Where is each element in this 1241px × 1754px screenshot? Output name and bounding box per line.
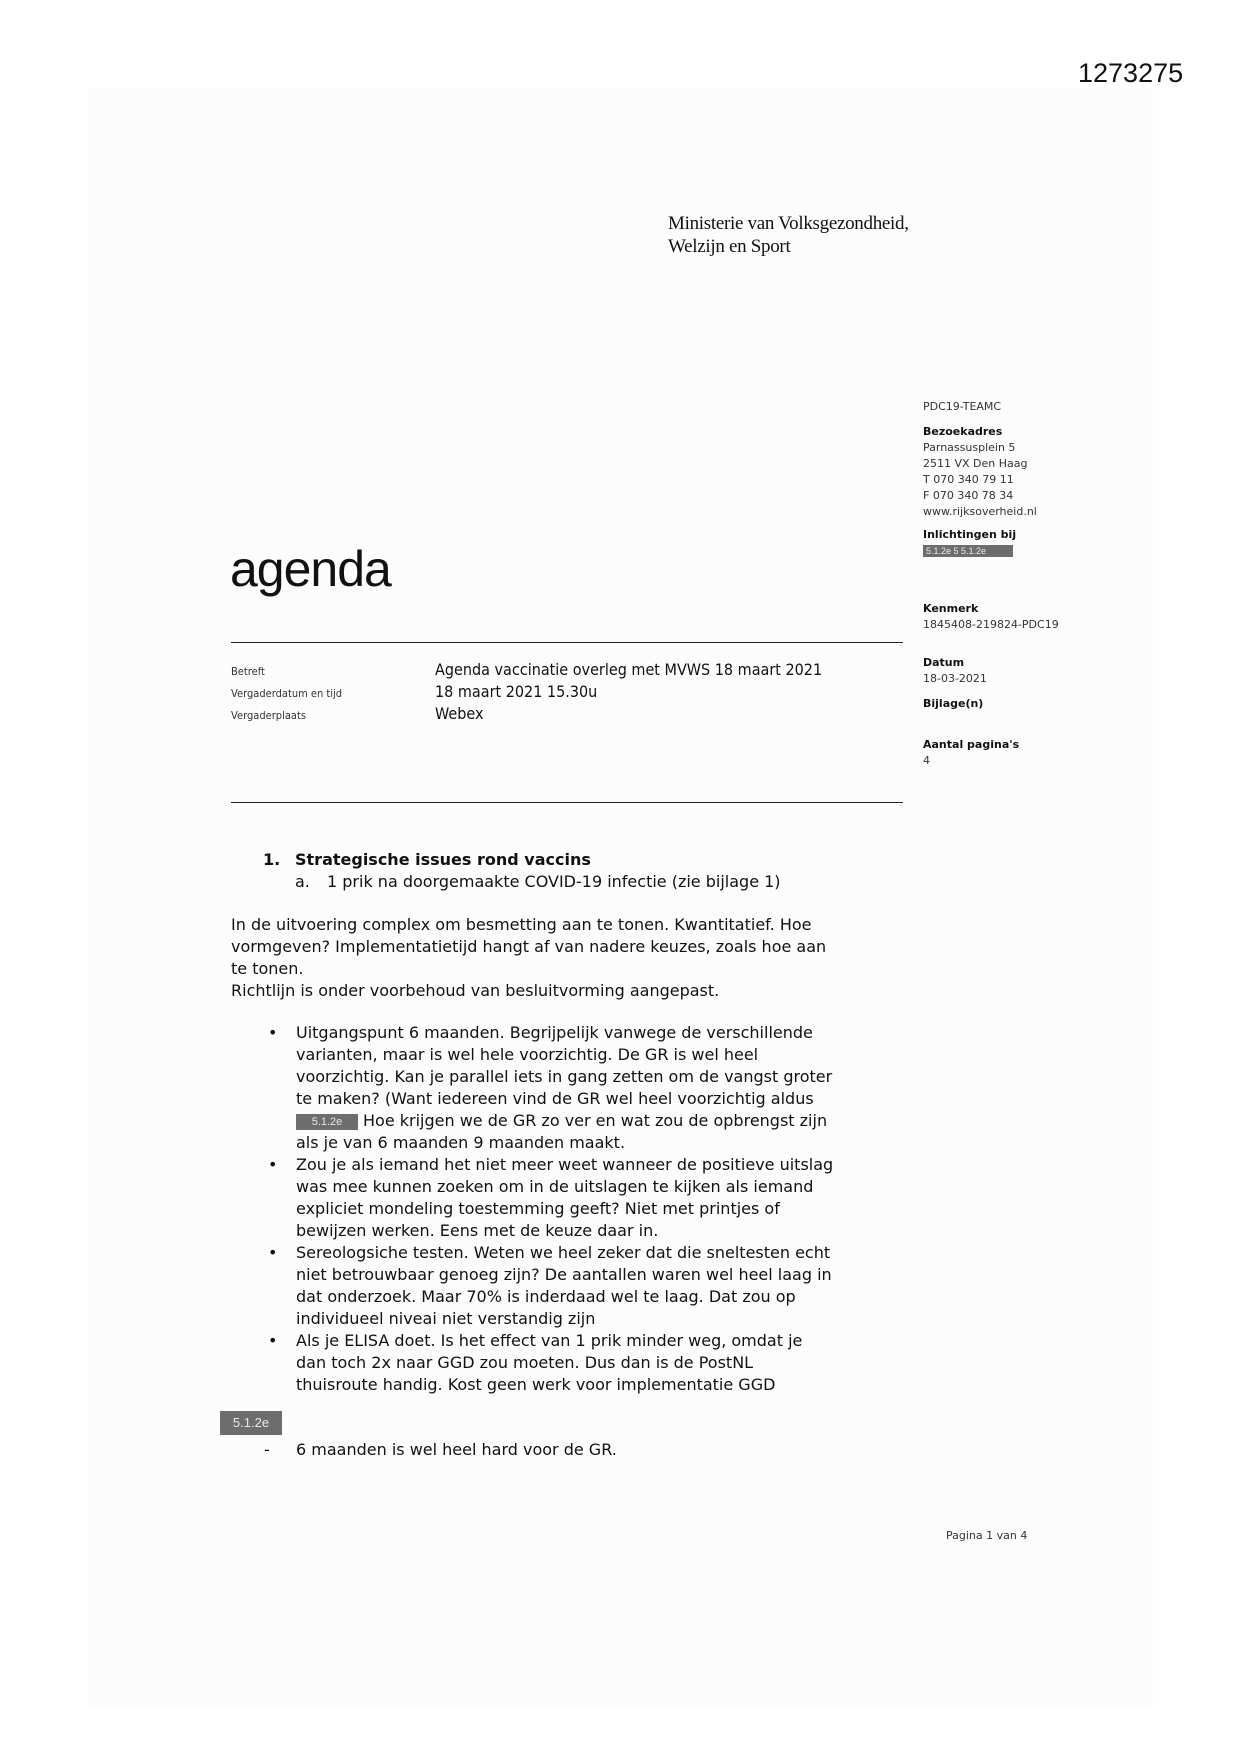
bullet-icon: • [268,1243,278,1262]
bullet-line: dat onderzoek. Maar 70% is inderdaad wel te laag. Dat zou op [296,1287,796,1306]
section-heading: Strategische issues rond vaccins [295,850,591,869]
bullet-line: Zou je als iemand het niet meer weet wanneer de positieve uitslag [296,1155,834,1174]
sidebar-team: PDC19-TEAMC [923,400,1002,413]
divider-top [231,642,903,643]
bullet-line: bewijzen werken. Eens met de keuze daar in. [296,1221,659,1240]
redacted-name: 5.1.2e [296,1114,358,1130]
sidebar-attachments [923,696,983,712]
meta-value-subject: Agenda vaccinatie overleg met MVWS 18 maart 2021 [435,660,823,679]
sidebar-pages [923,737,1019,769]
paragraph-line: te tonen. [231,959,304,978]
ministry-logo-text [668,212,909,258]
paragraph-line: Richtlijn is onder voorbehoud van besluitvorming aangepast. [231,981,720,1000]
redacted-contact: 5.1.2e 5 5.1.2e [923,545,1013,557]
bullet-line [296,1110,908,1132]
document-page [88,88,1153,1708]
section-number: 1. [263,850,281,869]
date-value: 18-03-2021 [923,672,987,685]
list-item [268,1022,908,1154]
sidebar-info [923,527,1016,559]
date-label: Datum [923,656,965,669]
meta-value-location: Webex [435,704,484,723]
bullet-line: varianten, maar is wel hele voorzichtig. De GR is wel heel [296,1045,759,1064]
bullet-list [268,1022,908,1396]
pages-label: Aantal pagina's [923,738,1020,751]
pages-value: 4 [923,754,930,767]
reference-value: 1845408-219824-PDC19 [923,618,1059,631]
bullet-line: was mee kunnen zoeken om in de uitslagen te kijken als iemand [296,1177,814,1196]
fax-number: F 070 340 78 34 [923,489,1014,502]
list-item [268,1154,908,1242]
address-line-2: 2511 VX Den Haag [923,457,1028,470]
bullet-icon: • [268,1023,278,1042]
document-number: 1273275 [1078,58,1184,88]
attachments-label: Bijlage(n) [923,697,984,710]
list-item [268,1330,908,1396]
phone-number: T 070 340 79 11 [923,473,1014,486]
list-item [268,1242,908,1330]
subitem-text: 1 prik na doorgemaakte COVID-19 infectie (zie bijlage 1) [327,872,781,891]
website-link[interactable]: www.rijksoverheid.nl [923,505,1037,518]
bullet-line: expliciet mondeling toestemming geeft? Niet met printjes of [296,1199,780,1218]
bullet-line: dan toch 2x naar GGD zou moeten. Dus dan is de PostNL [296,1353,754,1372]
divider-bottom [231,802,903,803]
bullet-icon: • [268,1155,278,1174]
bullet-line: thuisroute handig. Kost geen werk voor implementatie GGD [296,1375,776,1394]
redacted-speaker: 5.1.2e [220,1411,282,1435]
visit-address-label: Bezoekadres [923,425,1003,438]
paragraph-line: vormgeven? Implementatietijd hangt af van nadere keuzes, zoals hoe aan [231,937,827,956]
meta-value-datetime: 18 maart 2021 15.30u [435,682,598,701]
intro-paragraph [231,914,826,1002]
paragraph-line: In de uitvoering complex om besmetting aan te tonen. Kwantitatief. Hoe [231,915,812,934]
bullet-line: Uitgangspunt 6 maanden. Begrijpelijk vanwege de verschillende [296,1023,813,1042]
page-footer: Pagina 1 van 4 [946,1529,1028,1542]
bullet-line: Sereologsiche testen. Weten we heel zeker dat die sneltesten echt [296,1243,831,1262]
bullet-text: Hoe krijgen we de GR zo ver en wat zou de opbrengst zijn [363,1111,828,1130]
sidebar-reference [923,601,1059,633]
reference-label: Kenmerk [923,602,979,615]
meta-label-datetime: Vergaderdatum en tijd [231,687,343,700]
bullet-line: individueel niveai niet verstandig zijn [296,1309,596,1328]
ministry-line-2: Welzijn en Sport [668,236,791,257]
bullet-line: niet betrouwbaar genoeg zijn? De aantallen waren wel heel laag in [296,1265,832,1284]
dash-marker: - [264,1440,270,1459]
bullet-line: Als je ELISA doet. Is het effect van 1 prik minder weg, omdat je [296,1331,803,1350]
meta-label-subject: Betreft [231,665,265,678]
dash-item-text: 6 maanden is wel heel hard voor de GR. [296,1440,617,1459]
bullet-icon: • [268,1331,278,1350]
ministry-line-1: Ministerie van Volksgezondheid, [668,213,909,234]
address-line-1: Parnassusplein 5 [923,441,1016,454]
info-label: Inlichtingen bij [923,528,1017,541]
meta-label-location: Vergaderplaats [231,709,306,722]
page-title: agenda [230,541,391,597]
bullet-line: te maken? (Want iedereen vind de GR wel heel voorzichtig aldus [296,1089,814,1108]
subitem-letter: a. [295,872,310,891]
sidebar-address-block [923,424,1037,520]
bullet-line: voorzichtig. Kan je parallel iets in gang zetten om de vangst groter [296,1067,833,1086]
sidebar-date [923,655,987,687]
bullet-line: als je van 6 maanden 9 maanden maakt. [296,1133,626,1152]
